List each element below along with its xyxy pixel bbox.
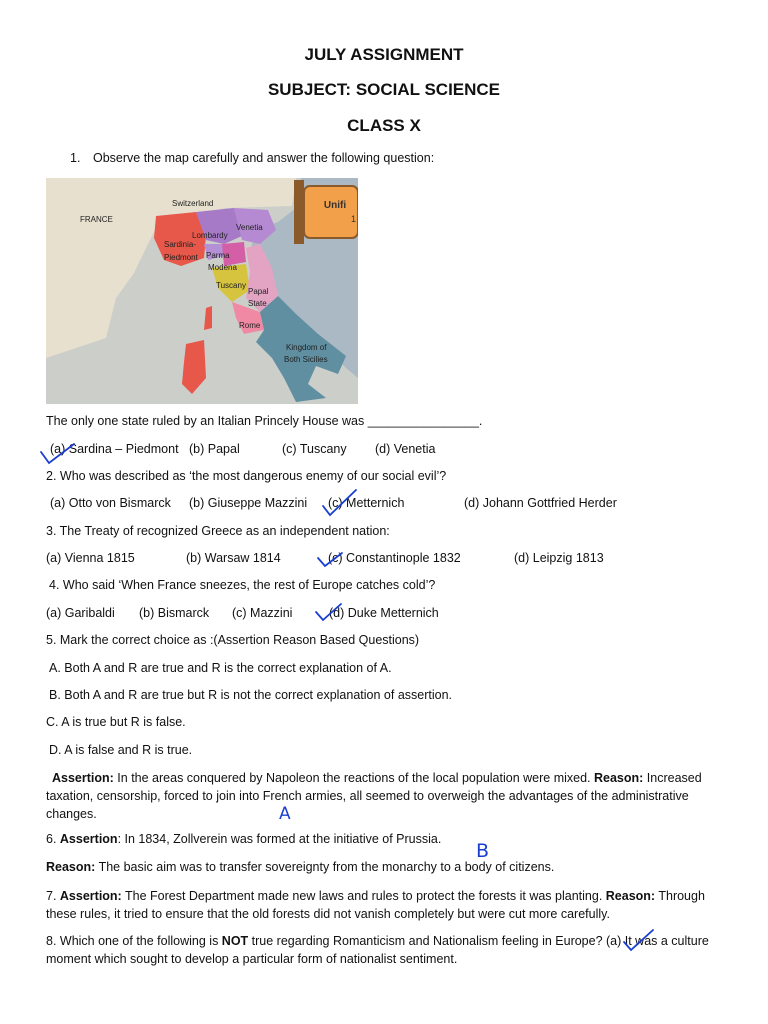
q3-option-c: (c) Constantinople 1832	[328, 551, 461, 565]
q1-text: Observe the map carefully and answer the following question:	[93, 151, 435, 165]
q5-text: 5. Mark the correct choice as :(Assertion Reason Based Questions)	[46, 633, 420, 647]
q5-handwritten-answer: A	[279, 804, 291, 824]
map-label-lombardy: Lombardy	[192, 231, 228, 240]
q5-reason-label: Reason:	[594, 771, 644, 785]
q5-choice-c: C. A is true but R is false.	[46, 715, 186, 729]
q6-assertion-line	[46, 832, 441, 846]
map-label-papal: Papal	[248, 287, 269, 296]
q2-text: 2. Who was described as ‘the most dangerous enemy of our social evil’?	[46, 469, 447, 483]
q4-option-b: (b) Bismarck	[139, 606, 210, 620]
map-label-france: FRANCE	[80, 215, 113, 224]
map-label-modena: Modena	[208, 263, 237, 272]
q5-assertion-label: Assertion:	[52, 771, 114, 785]
map-label-sardinia: Sardinia-	[164, 240, 197, 249]
subject-heading: SUBJECT: SOCIAL SCIENCE	[267, 80, 501, 99]
q6-assertion-label: Assertion	[59, 832, 118, 846]
q6-assertion: : In 1834, Zollverein was formed at the initiative of Prussia.	[117, 832, 442, 846]
q2-option-b: (b) Giuseppe Mazzini	[189, 496, 308, 510]
q4-text: 4. Who said ‘When France sneezes, the rest of Europe catches cold’?	[49, 578, 436, 592]
q8-block	[46, 932, 726, 968]
q1-option-d: (d) Venetia	[375, 442, 436, 456]
q3-text: 3. The Treaty of recognized Greece as an independent nation:	[46, 524, 390, 538]
q5-assertion: In the areas conquered by Napoleon the reactions of the local population were mixed.	[113, 771, 594, 785]
q7-reason-label: Reason:	[605, 889, 656, 903]
map-banner	[304, 186, 358, 238]
q3-option-a: (a) Vienna 1815	[46, 551, 135, 565]
q6-reason-line	[46, 860, 554, 874]
map-label-venetia: Venetia	[236, 223, 263, 232]
q7-block	[46, 887, 726, 923]
map-label-banner: Unifi	[323, 200, 347, 211]
q5-reason: Increased taxation, censorship, forced to join into French armies, all seemed to overweigh the advantages of the administrative changes.	[46, 771, 702, 821]
q3-option-b: (b) Warsaw 1814	[186, 551, 281, 565]
q1-option-c: (c) Tuscany	[282, 442, 347, 456]
q7-assertion-label: Assertion:	[59, 889, 122, 903]
q6-reason: The basic aim was to transfer sovereignty from the monarchy to a body of citizens.	[95, 860, 555, 874]
page-title: JULY ASSIGNMENT	[304, 45, 464, 64]
q5-choice-b: B. Both A and R are true but R is not the correct explanation of assertion.	[49, 688, 453, 702]
q2-option-c: (c) Metternich	[328, 496, 405, 510]
map-label-state: State	[248, 299, 267, 308]
q2-option-d: (d) Johann Gottfried Herder	[464, 496, 617, 510]
q2-option-a: (a) Otto von Bismarck	[50, 496, 171, 510]
q7-prefix: 7.	[46, 889, 60, 903]
italy-map	[46, 178, 358, 404]
q5-choice-a: A. Both A and R are true and R is the correct explanation of A.	[49, 661, 392, 675]
q4-option-c: (c) Mazzini	[232, 606, 293, 620]
q4-option-a: (a) Garibaldi	[46, 606, 115, 620]
q4-option-d: (d) Duke Metternich	[329, 606, 439, 620]
map-label-parma: Parma	[206, 251, 230, 260]
q6-handwritten-answer: B	[476, 840, 490, 862]
q1-number: 1.	[70, 151, 81, 165]
q5-assertion-block	[46, 769, 726, 823]
map-label-piedmont: Piedmont	[164, 253, 198, 262]
q1-option-a: (a) Sardina – Piedmont	[50, 442, 179, 456]
q6-reason-label: Reason:	[46, 860, 96, 874]
map-label-banner-sub: 1	[351, 214, 357, 224]
map-label-rome: Rome	[239, 321, 261, 330]
map-label-switzerland: Switzerland	[172, 199, 214, 208]
q3-option-d: (d) Leipzig 1813	[514, 551, 604, 565]
q1-option-b: (b) Papal	[189, 442, 240, 456]
map-label-tuscany: Tuscany	[216, 281, 246, 290]
map-label-two-sicilies: Both Sicilies	[284, 355, 328, 364]
q7-reason: Through these rules, it tried to ensure that the old forests did not vanish completely but were cut more carefully.	[46, 889, 705, 921]
q7-assertion: The Forest Department made new laws and rules to protect the forests it was planting.	[121, 889, 606, 903]
q5-choice-d: D. A is false and R is true.	[49, 743, 193, 757]
q8-pre: 8. Which one of the following is	[46, 934, 222, 948]
q6-prefix: 6.	[46, 832, 60, 846]
q8-not: NOT	[221, 934, 249, 948]
q1-stem: The only one state ruled by an Italian Princely House was ________________.	[46, 414, 483, 428]
map-label-kingdom-of: Kingdom of	[286, 343, 327, 352]
q8-post: true regarding Romanticism and Nationalism feeling in Europe? (a) It was a culture moment which sought to develop a particular form of nationalist sentiment.	[46, 934, 709, 966]
class-heading: CLASS X	[347, 116, 421, 135]
